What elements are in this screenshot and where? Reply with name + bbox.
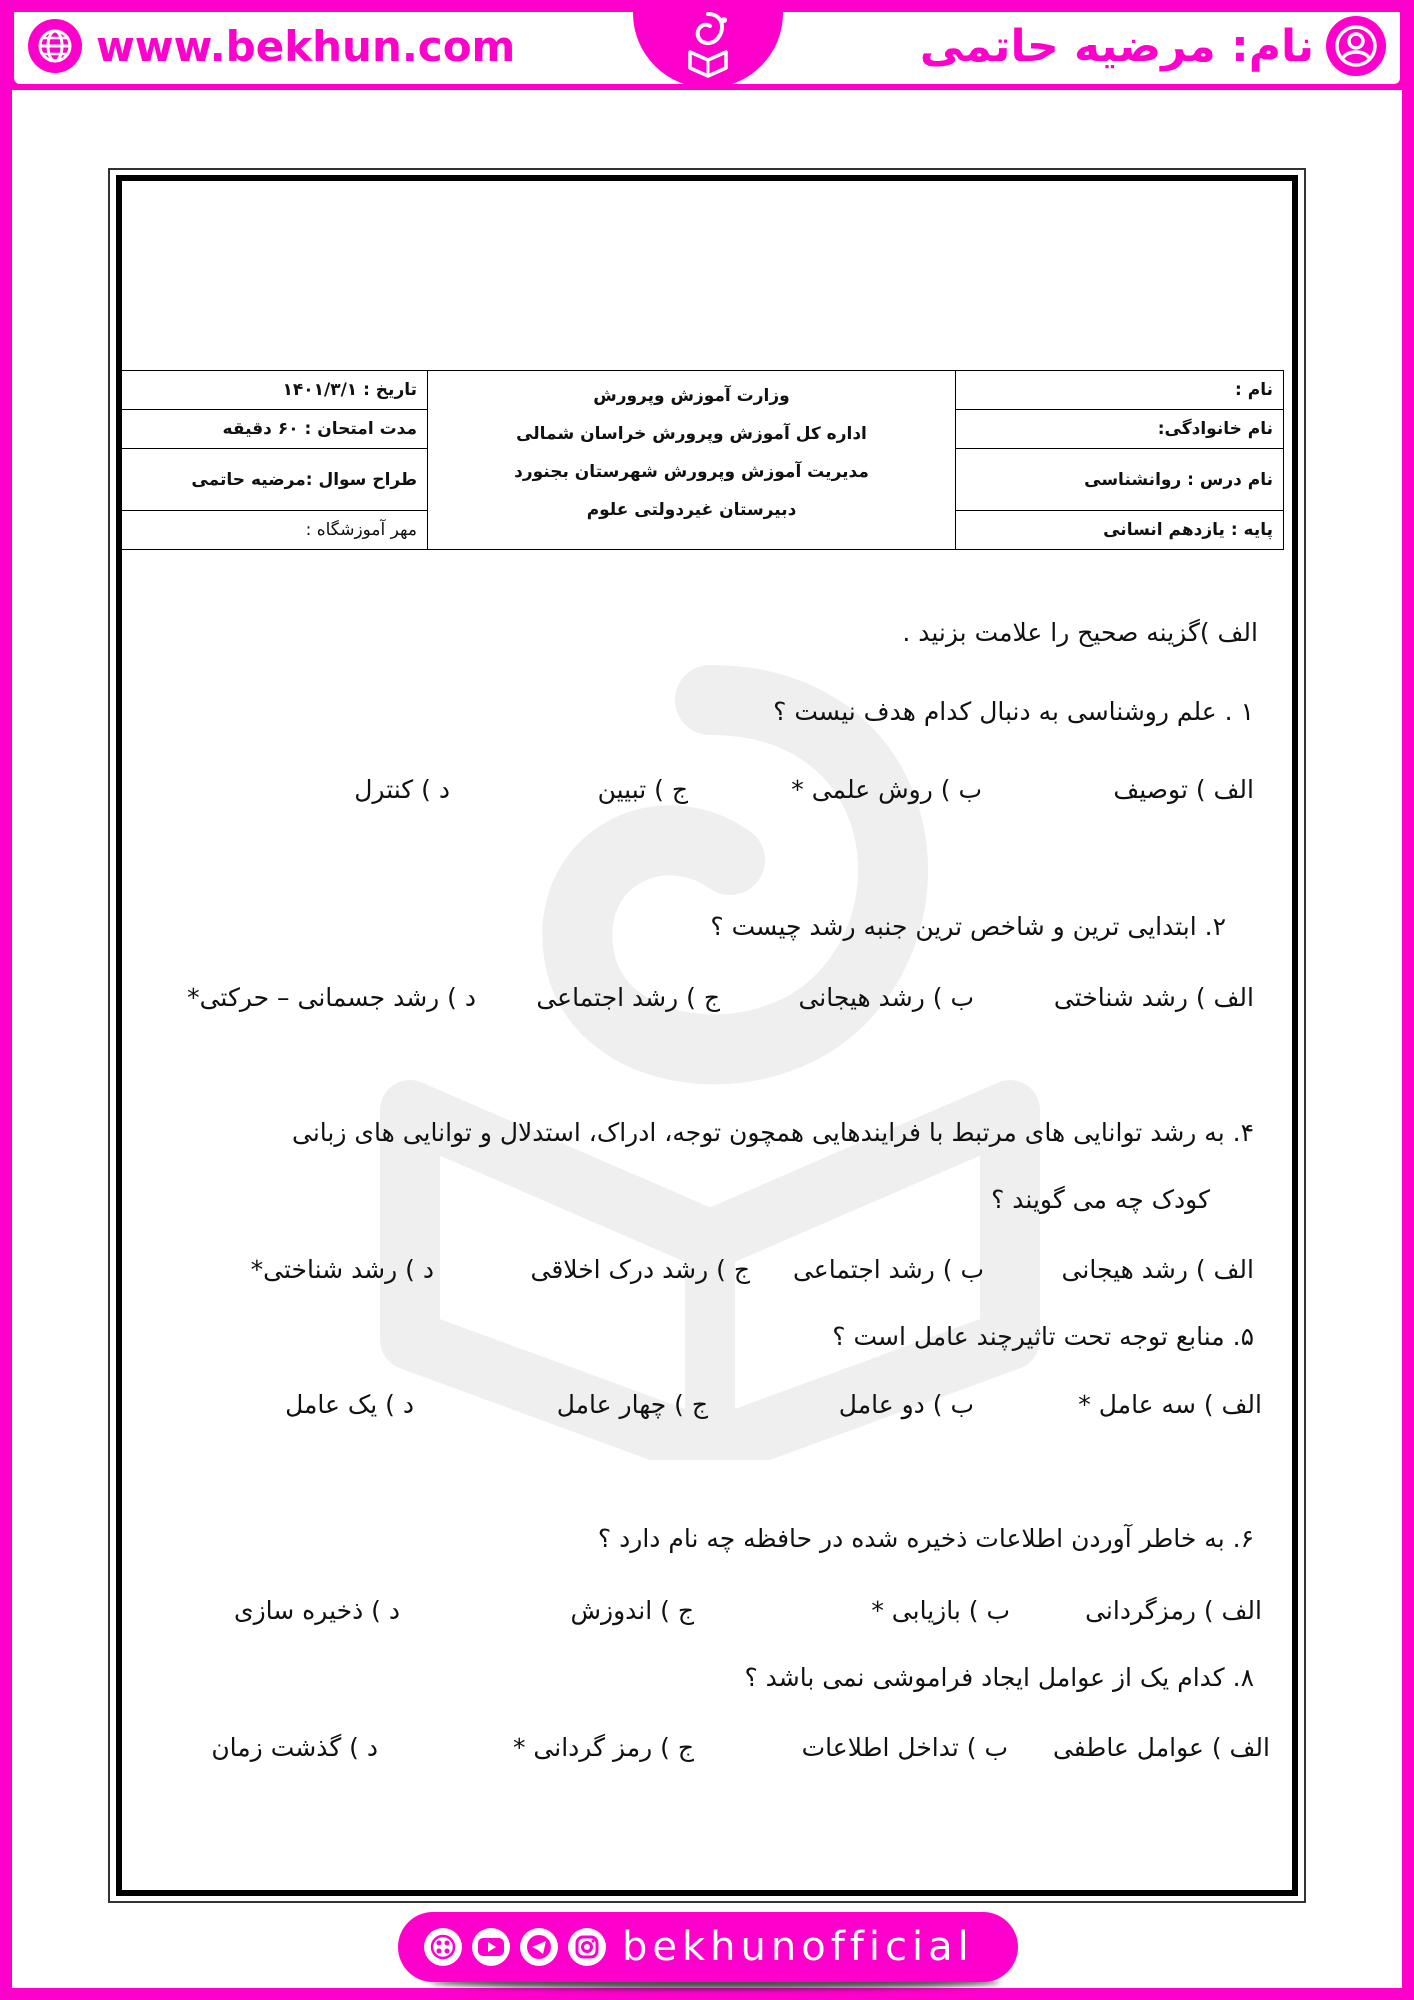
question-1-option-a: الف ) توصیف [1113, 775, 1254, 804]
province-office-line: اداره کل آموزش وپرورش خراسان شمالی [516, 424, 867, 444]
city-office-line: مدیریت آموزش وپرورش شهرستان بجنورد [514, 462, 869, 482]
exam-duration-field: مدت امتحان : ۶۰ دقیقه [119, 410, 427, 449]
aparat-icon[interactable] [424, 1928, 462, 1966]
question-8-option-d: د ) گذشت زمان [211, 1733, 378, 1762]
course-name-field: نام درس : روانشناسی [956, 449, 1283, 511]
question-4-option-d: د ) رشد شناختی* [250, 1255, 434, 1284]
youtube-icon[interactable] [472, 1928, 510, 1966]
student-name-label: نام: مرضیه حاتمی [919, 20, 1314, 72]
question-6-text: ۶. به خاطر آوردن اطلاعات ذخیره شده در حافظه چه نام دارد ؟ [597, 1524, 1254, 1553]
question-5-option-b: ب ) دو عامل [838, 1390, 974, 1419]
question-5-text: ۵. منابع توجه تحت تاثیرچند عامل است ؟ [832, 1322, 1254, 1351]
question-4-option-b: ب ) رشد اجتماعی [792, 1255, 984, 1284]
student-name-block [920, 16, 1386, 76]
question-6-option-a: الف ) رمزگردانی [1085, 1596, 1262, 1625]
question-4-option-c: ج ) رشد درک اخلاقی [530, 1255, 750, 1284]
site-link[interactable] [28, 18, 515, 74]
question-8-option-c: ج ) رمز گردانی * [512, 1733, 694, 1762]
question-8-option-b: ب ) تداخل اطلاعات [801, 1733, 1008, 1762]
instagram-icon[interactable] [568, 1928, 606, 1966]
question-2-option-c: ج ) رشد اجتماعی [536, 983, 720, 1012]
question-1-option-c: ج ) تبیین [597, 775, 688, 804]
footer-handle[interactable]: bekhunofficial [622, 1924, 974, 1970]
site-url[interactable]: www.bekhun.com [96, 21, 516, 71]
question-5-option-c: ج ) چهار عامل [556, 1390, 708, 1419]
question-1-text: ۱ . علم روشناسی به دنبال کدام هدف نیست ؟ [773, 697, 1254, 726]
designer-field: طراح سوال :مرضیه حاتمی [119, 449, 427, 511]
exam-info-column [119, 371, 427, 549]
telegram-icon[interactable] [520, 1928, 558, 1966]
student-info-column [955, 371, 1283, 549]
question-2-option-b: ب ) رشد هیجانی [798, 983, 974, 1012]
question-4-text: ۴. به رشد توانایی های مرتبط با فرایندهایی همچون توجه، ادراک، استدلال و توانایی های زبانی [292, 1118, 1254, 1147]
social-footer-bar [398, 1912, 1018, 1982]
exam-date-field: تاریخ : ۱۴۰۱/۳/۱ [119, 371, 427, 410]
question-5-option-a: الف ) سه عامل * [1078, 1390, 1262, 1419]
ministry-line: وزارت آموزش وپرورش [593, 386, 790, 406]
question-6-option-c: ج ) اندوزش [570, 1596, 694, 1625]
question-4-option-a: الف ) رشد هیجانی [1061, 1255, 1254, 1284]
section-title: الف )گزینه صحیح را علامت بزنید . [902, 618, 1258, 647]
globe-icon [28, 19, 82, 73]
institution-lines [428, 377, 955, 529]
question-6-option-b: ب ) بازیابی * [871, 1596, 1010, 1625]
exam-header-table [118, 370, 1284, 550]
person-icon [1326, 16, 1386, 76]
question-8-text: ۸. کدام یک از عوامل ایجاد فراموشی نمی باشد ؟ [744, 1663, 1254, 1692]
question-1-option-d: د ) کنترل [354, 775, 450, 804]
question-2-option-d: د ) رشد جسمانی – حرکتی* [187, 983, 476, 1012]
student-name-field: نام : [956, 371, 1283, 410]
question-2-option-a: الف ) رشد شناختی [1053, 983, 1254, 1012]
question-2-text: ۲. ابتدایی ترین و شاخص ترین جنبه رشد چیست ؟ [710, 912, 1226, 941]
school-line: دبیرستان غیردولتی علوم [586, 500, 797, 520]
question-8-option-a: الف ) عوامل عاطفی [1052, 1733, 1270, 1762]
question-1-option-b: ب ) روش علمی * [791, 775, 982, 804]
question-5-option-d: د ) یک عامل [285, 1390, 414, 1419]
question-4-text-line-2: کودک چه می گویند ؟ [991, 1185, 1210, 1214]
institution-column [427, 371, 955, 549]
grade-field: پایه : یازدهم انسانی [1103, 520, 1273, 540]
school-stamp-field: مهر آموزشگاه : [305, 520, 417, 540]
question-6-option-d: د ) ذخیره سازی [234, 1596, 400, 1625]
family-name-field: نام خانوادگی: [956, 410, 1283, 449]
